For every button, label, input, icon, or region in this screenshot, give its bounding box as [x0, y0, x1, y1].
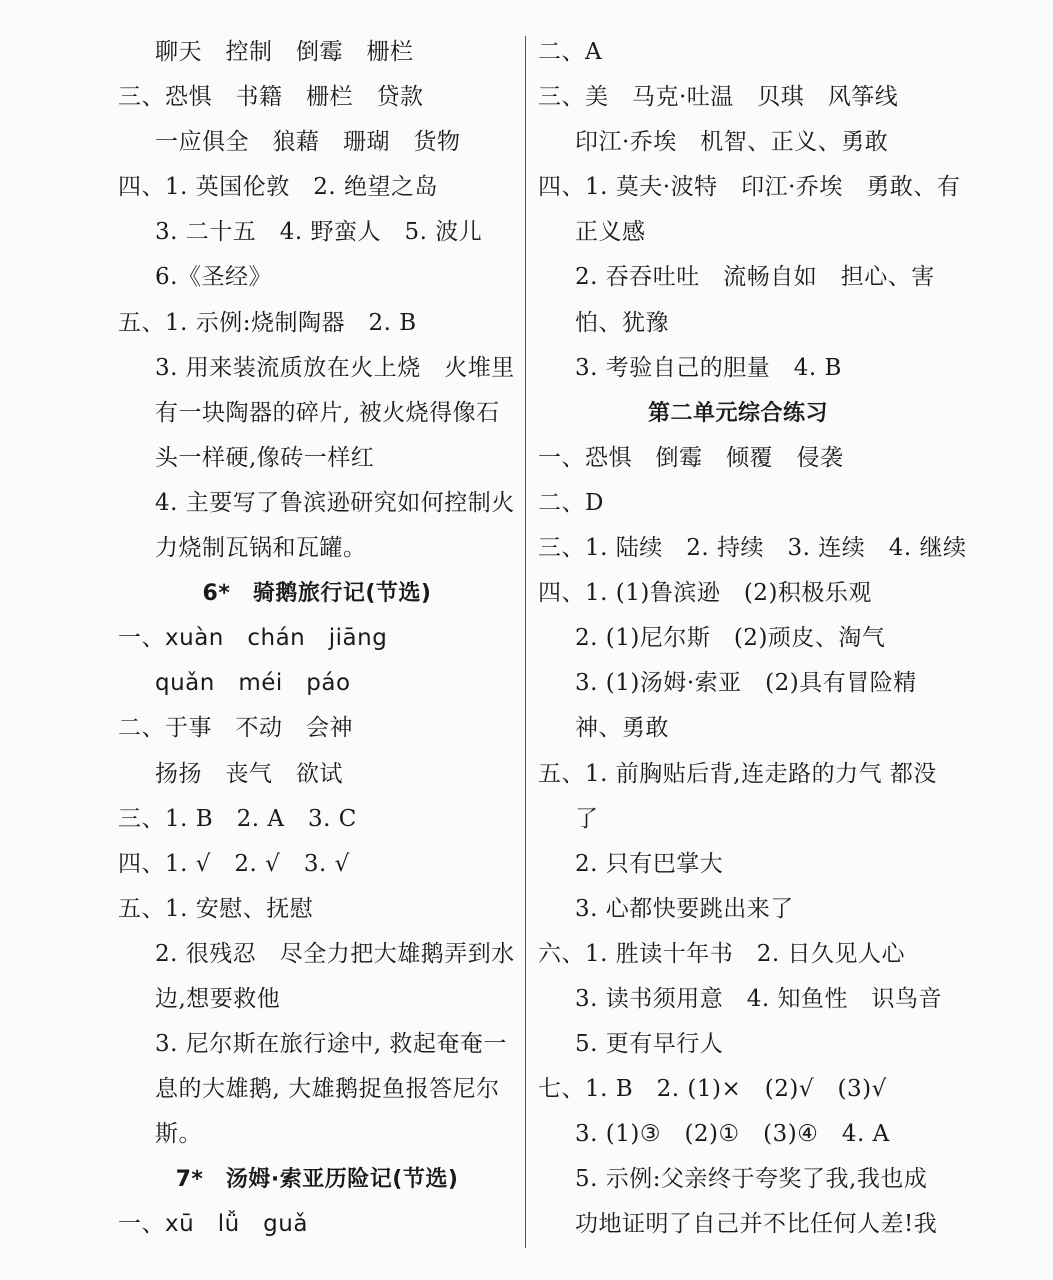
answer-line: 2. 只有巴掌大 [575, 850, 724, 877]
right-column [538, 30, 967, 1248]
left-column [118, 30, 516, 1248]
answer-line: 一、xū lǚ guǎ [118, 1211, 308, 1238]
answer-line: quǎn méi páo [155, 670, 351, 697]
answer-line: 一应俱全 狼藉 珊瑚 货物 [155, 129, 461, 156]
section-heading: 第二单元综合练习 [647, 400, 828, 426]
answer-line: 3. (1)③ (2)① (3)④ 4. A [575, 1121, 890, 1148]
answer-line: 3. 用来装流质放在火上烧 火堆里 [155, 354, 515, 381]
answer-line: 六、1. 胜读十年书 2. 日久见人心 [538, 940, 906, 967]
answer-line: 息的大雄鹅, 大雄鹅捉鱼报答尼尔 [155, 1076, 500, 1103]
answer-line: 3. 尼尔斯在旅行途中, 救起奄奄一 [155, 1031, 507, 1058]
answer-line: 神、勇敢 [575, 715, 669, 742]
answer-line: 二、于事 不动 会神 [118, 715, 353, 742]
section-heading: 6* 骑鹅旅行记(节选) [202, 581, 432, 607]
answer-line: 三、美 马克·吐温 贝琪 风筝线 [538, 84, 899, 111]
answer-line: 2. 吞吞吐吐 流畅自如 担心、害 [575, 264, 935, 291]
answer-line: 三、1. 陆续 2. 持续 3. 连续 4. 继续 [538, 535, 967, 562]
answer-line: 五、1. 安慰、抚慰 [118, 895, 314, 922]
answer-line: 二、A [538, 39, 603, 65]
answer-line: 三、恐惧 书籍 栅栏 贷款 [118, 84, 424, 111]
section-heading: 7* 汤姆·索亚历险记(节选) [175, 1167, 459, 1193]
answer-line: 正义感 [575, 219, 646, 246]
answer-line: 四、1. (1)鲁滨逊 (2)积极乐观 [538, 580, 872, 607]
answer-line: 扬扬 丧气 欲试 [155, 760, 343, 787]
answer-line: 四、1. √ 2. √ 3. √ [118, 850, 350, 877]
answer-line: 三、1. B 2. A 3. C [118, 805, 357, 832]
answer-line: 一、xuàn chán jiāng [118, 625, 388, 652]
answer-line: 功地证明了自己并不比任何人差!我 [575, 1211, 938, 1238]
answer-line: 4. 主要写了鲁滨逊研究如何控制火 [155, 489, 515, 516]
answer-line: 一、恐惧 倒霉 倾覆 侵袭 [538, 444, 844, 471]
answer-line: 3. 心都快要跳出来了 [575, 895, 794, 922]
answer-line: 印江·乔埃 机智、正义、勇敢 [575, 129, 889, 156]
answer-line: 七、1. B 2. (1)× (2)√ (3)√ [538, 1076, 887, 1103]
answer-line: 6.《圣经》 [155, 264, 272, 291]
answer-line: 5. 示例:父亲终于夸奖了我,我也成 [575, 1166, 928, 1193]
answer-line: 斯。 [155, 1121, 202, 1148]
answer-line: 3. 二十五 4. 野蛮人 5. 波儿 [155, 219, 483, 246]
answer-line: 五、1. 示例:烧制陶器 2. B [118, 309, 417, 336]
answer-line: 头一样硬,像砖一样红 [155, 444, 375, 471]
answer-line: 2. 很残忍 尽全力把大雄鹅弄到水 [155, 940, 515, 967]
answer-line: 3. (1)汤姆·索亚 (2)具有冒险精 [575, 670, 917, 697]
answer-line: 怕、犹豫 [575, 309, 669, 336]
answer-line: 力烧制瓦锅和瓦罐。 [155, 535, 367, 562]
answer-line: 边,想要救他 [155, 985, 281, 1012]
answer-line: 了 [575, 805, 599, 832]
answer-line: 2. (1)尼尔斯 (2)顽皮、淘气 [575, 625, 886, 652]
answer-line: 二、D [538, 489, 604, 516]
answer-line: 3. 考验自己的胆量 4. B [575, 354, 842, 381]
answer-line: 五、1. 前胸贴后背,连走路的力气 都没 [538, 760, 937, 787]
answer-line: 聊天 控制 倒霉 栅栏 [155, 39, 414, 65]
answer-line: 有一块陶器的碎片, 被火烧得像石 [155, 399, 500, 426]
answer-line: 5. 更有早行人 [575, 1031, 724, 1058]
answer-line: 四、1. 莫夫·波特 印江·乔埃 勇敢、有 [538, 174, 961, 201]
column-divider [525, 36, 526, 1248]
answer-line: 3. 读书须用意 4. 知鱼性 识鸟音 [575, 985, 943, 1012]
answer-line: 四、1. 英国伦敦 2. 绝望之岛 [118, 174, 439, 201]
